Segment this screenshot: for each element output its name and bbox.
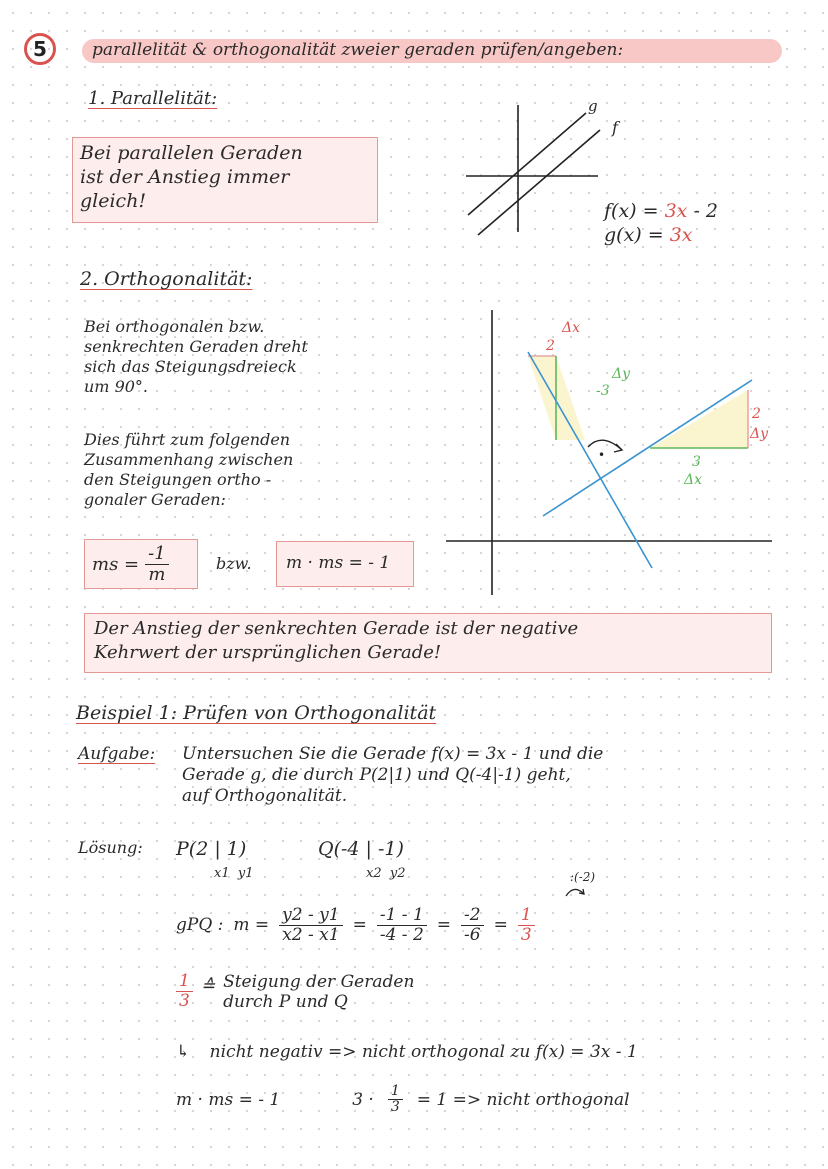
page-title: parallelität & orthogonalität zweier geraden prüfen/angeben:	[92, 40, 624, 60]
fraction-3-num: -2	[461, 906, 484, 926]
task-line-3: auf Orthogonalität.	[182, 786, 348, 806]
fraction-1-den: x2 - x1	[282, 924, 340, 945]
ortho-text2-line-3: den Steigungen ortho -	[84, 470, 272, 489]
p-subscripts: x1 y1	[214, 866, 254, 881]
final-fraction-den: 3	[390, 1099, 400, 1116]
fraction-3-den: -6	[464, 924, 481, 945]
label-g: g	[588, 97, 598, 115]
final-fraction-num: 1	[388, 1084, 403, 1100]
eq-f-slope: 3x	[664, 200, 688, 222]
div-note: :(-2)	[570, 870, 596, 884]
point-p: P(2 | 1)	[176, 838, 247, 860]
slope-calculation	[176, 906, 535, 944]
conclusion-1-text: nicht negativ => nicht orthogonal zu f(x) = 3x - 1	[209, 1042, 638, 1062]
ortho-text2-line-4: gonaler Geraden:	[84, 490, 226, 509]
label-minus3: -3	[596, 383, 610, 399]
slope-text-line-2: durch P und Q	[223, 992, 348, 1012]
orthogonal-heading: 2. Orthogonalität:	[80, 268, 253, 290]
parallel-rule-line-3: gleich!	[80, 190, 147, 212]
label-three: 3	[692, 454, 701, 470]
slope-text-line-1: Steigung der Geraden	[223, 972, 415, 992]
slope-fraction-num: 1	[176, 972, 193, 992]
fraction-2-num: -1 - 1	[377, 906, 427, 926]
parallel-rule-line-1: Bei parallelen Geraden	[80, 142, 303, 164]
task-line-2: Gerade g, die durch P(2|1) und Q(-4|-1) geht,	[182, 765, 571, 785]
formula1-lhs: ms =	[92, 553, 140, 575]
ortho-text1-line-1: Bei orthogonalen bzw.	[84, 317, 265, 336]
slope-text	[223, 972, 414, 1012]
task-line-1: Untersuchen Sie die Gerade f(x) = 3x - 1 und die	[182, 744, 604, 764]
gpq-label: gPQ :	[176, 915, 224, 936]
fraction-4	[518, 906, 535, 944]
final-lhs: m · ms = - 1	[176, 1089, 281, 1110]
final-fraction	[388, 1084, 403, 1116]
formula1-denominator: m	[148, 563, 166, 585]
final-mid: 3 ·	[352, 1089, 374, 1110]
section-number: 5	[33, 37, 47, 61]
fraction-2	[377, 906, 427, 944]
q-subscripts: x2 y2	[366, 866, 406, 881]
fraction-1-num: y2 - y1	[279, 906, 342, 926]
equals-2: =	[436, 915, 452, 936]
example-heading-text: Beispiel 1: Prüfen von Orthogonalität	[76, 702, 437, 724]
slope-meaning	[176, 972, 414, 1012]
fraction-1	[279, 906, 342, 944]
label-two-top: 2	[546, 338, 555, 354]
connector-bzw: bzw.	[216, 554, 252, 573]
point-q: Q(-4 | -1)	[318, 838, 404, 860]
equals-3: =	[493, 915, 508, 936]
right-angle-dot: •	[598, 448, 606, 462]
m-equals: m =	[233, 915, 270, 936]
rule-line-2: Kehrwert der ursprünglichen Gerade!	[94, 642, 442, 663]
final-rhs: = 1 => nicht orthogonal	[416, 1089, 630, 1110]
eq-f-suffix: - 2	[693, 200, 719, 222]
ortho-text2-line-2: Zusammenhang zwischen	[84, 450, 294, 469]
equals-1: =	[352, 915, 367, 936]
final-check	[176, 1084, 630, 1116]
rule-line-1: Der Anstieg der senkrechten Gerade ist der negative	[94, 618, 579, 639]
eq-g-prefix: g(x) =	[604, 224, 664, 246]
ortho-text1-line-2: senkrechten Geraden dreht	[84, 337, 308, 356]
task-label: Aufgabe:	[78, 744, 156, 764]
label-dy-right: Δy	[750, 426, 769, 442]
slope-fraction-den: 3	[179, 990, 190, 1011]
parallel-heading: 1. Parallelität:	[88, 88, 218, 109]
fraction-2-den: -4 - 2	[379, 924, 424, 945]
label-f: f	[612, 118, 618, 137]
arrow-icon: ↳	[176, 1042, 191, 1062]
eq-g-slope: 3x	[669, 224, 693, 246]
label-dx-bottom: Δx	[684, 472, 703, 488]
ortho-text2-line-1: Dies führt zum folgenden	[84, 430, 291, 449]
fraction-3	[461, 906, 484, 944]
fraction-4-num: 1	[518, 906, 535, 926]
fraction-4-den: 3	[520, 924, 532, 945]
conclusion-1	[176, 1042, 638, 1062]
formula1-numerator: -1	[145, 544, 169, 565]
corresponds-symbol: ≙	[200, 976, 216, 996]
solution-label: Lösung:	[78, 838, 143, 857]
eq-f-prefix: f(x) =	[604, 200, 659, 222]
ortho-text1-line-3: sich das Steigungsdreieck	[84, 357, 297, 376]
parallel-rule-line-2: ist der Anstieg immer	[80, 166, 290, 188]
label-two-right: 2	[752, 406, 761, 422]
formula-2: m · ms = - 1	[286, 553, 391, 573]
label-dx-top: Δx	[562, 320, 581, 336]
label-dy-mid: Δy	[612, 366, 631, 382]
slope-fraction	[176, 972, 193, 1010]
ortho-text1-line-4: um 90°.	[84, 377, 149, 396]
